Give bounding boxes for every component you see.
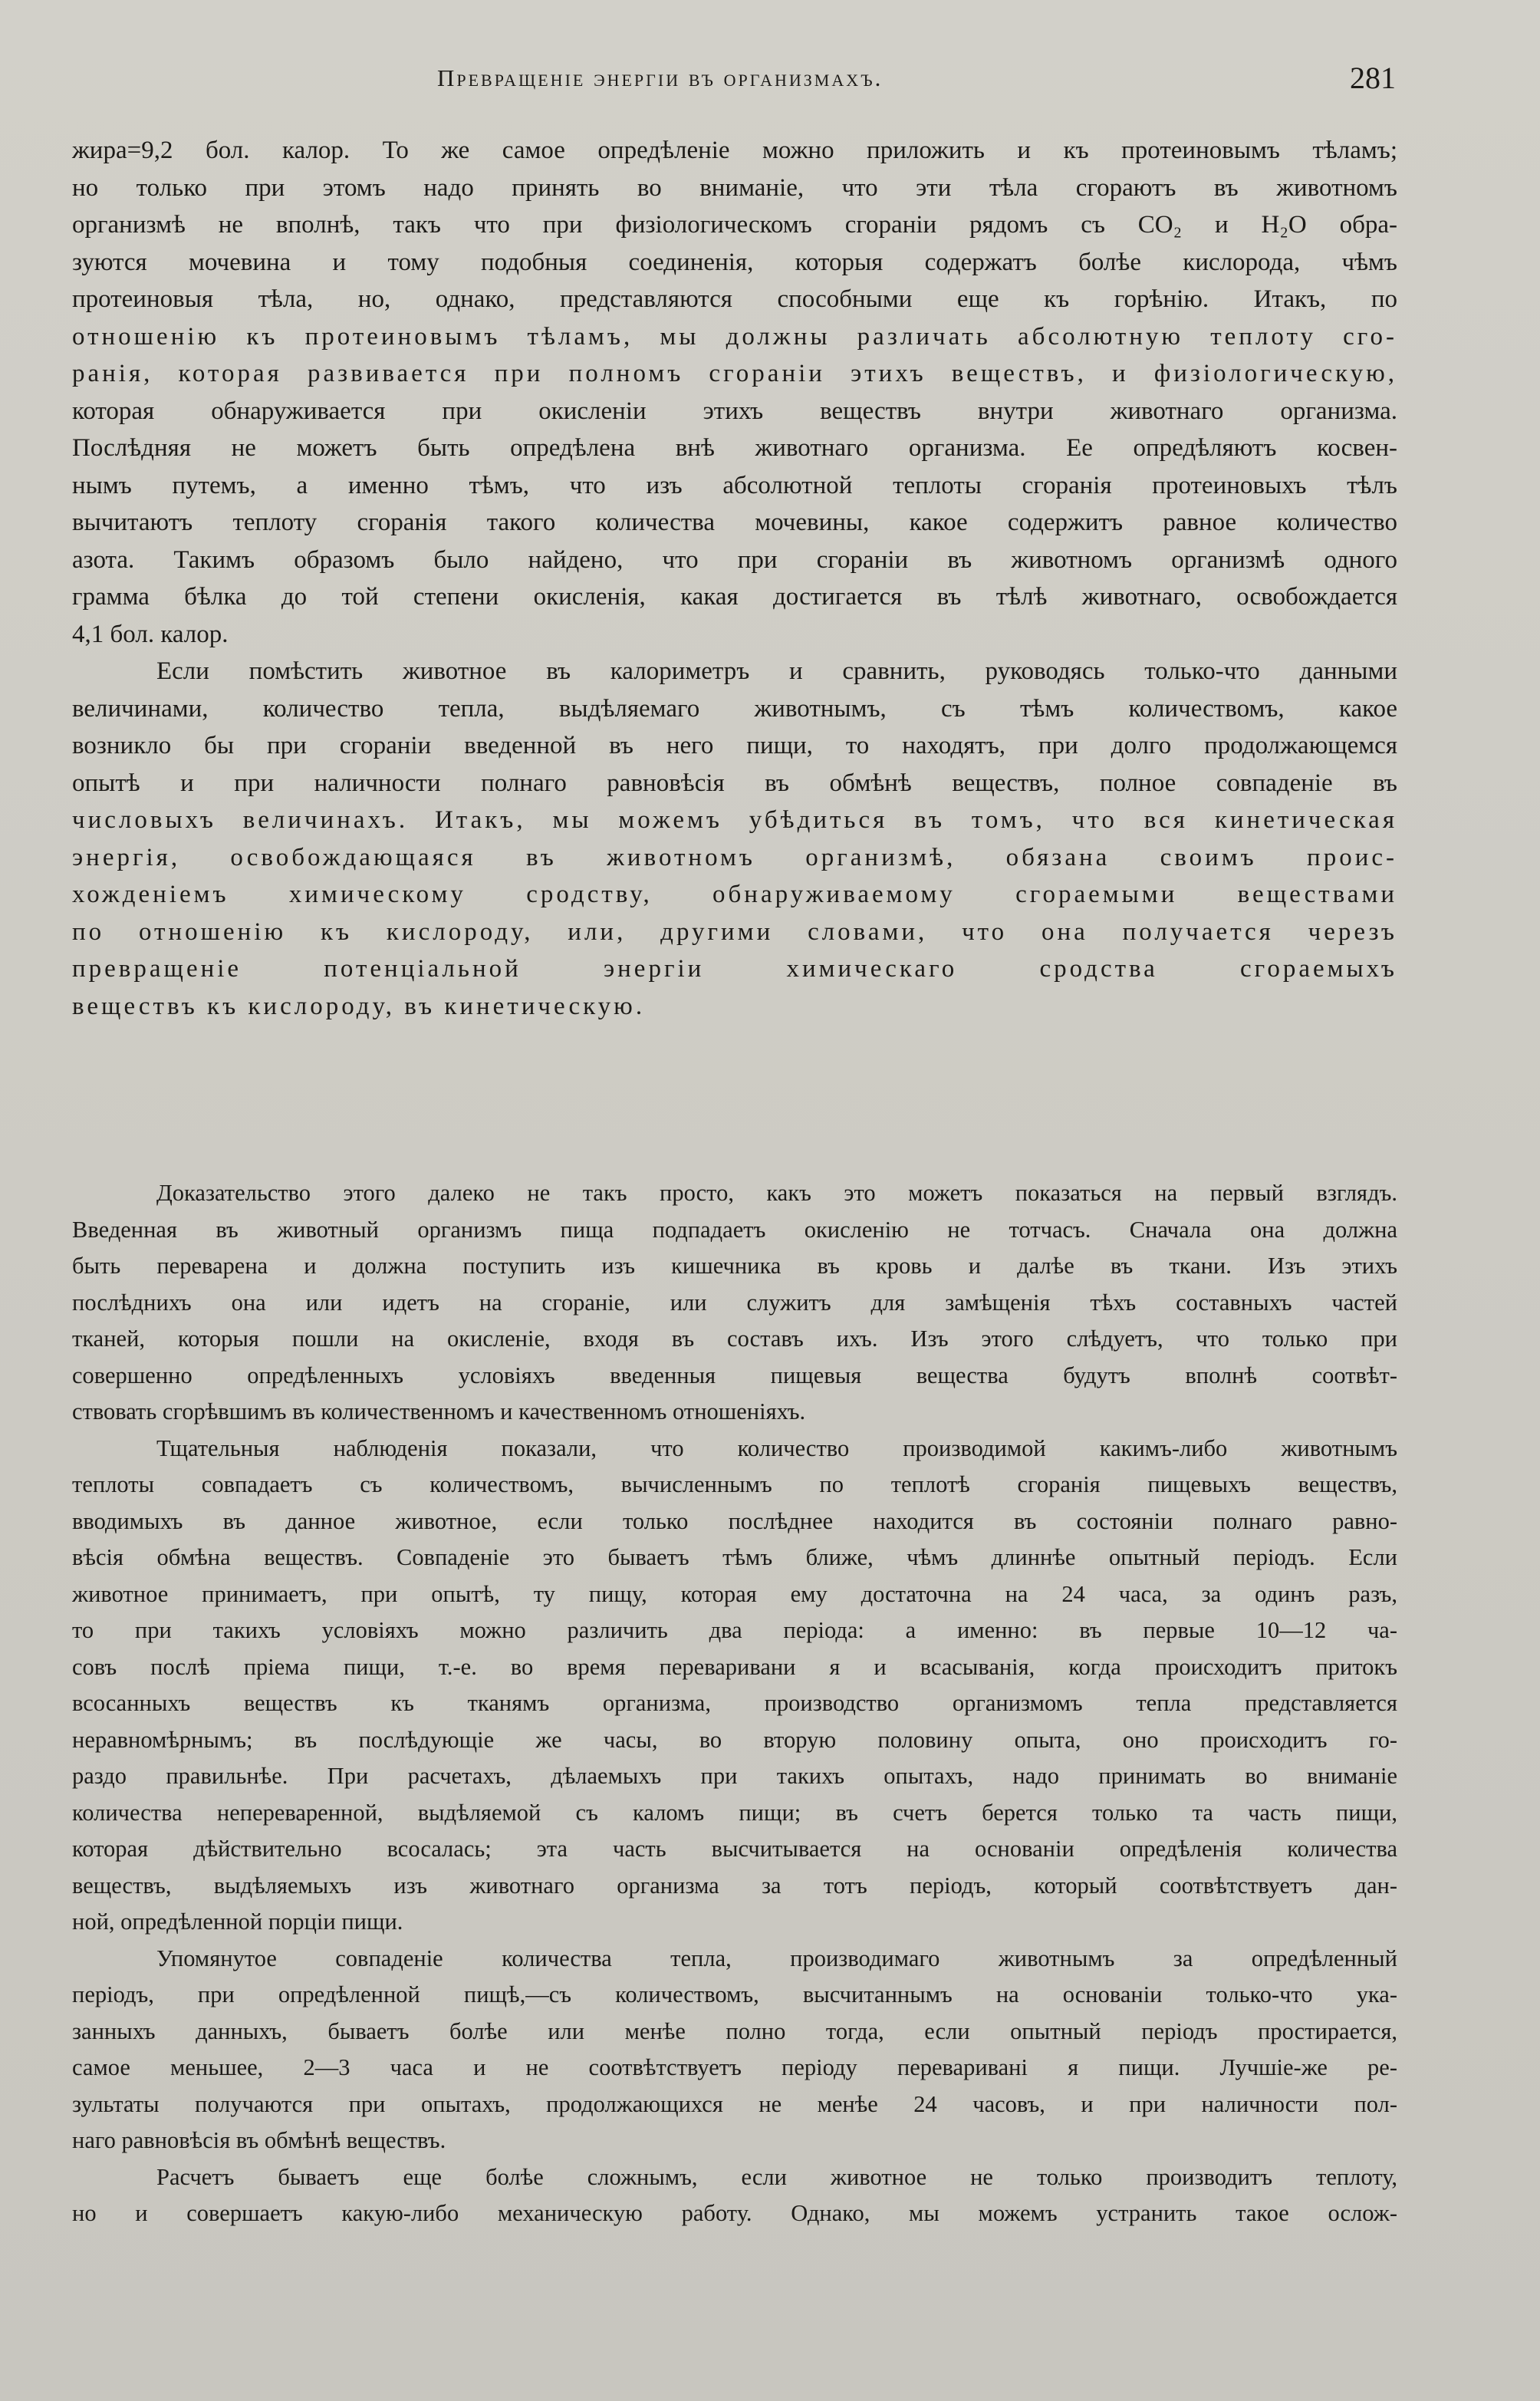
text-line: жира=9,2 бол. калор. То же самое опредѣленіе можно приложить и къ протеиновымъ тѣламъ;: [72, 137, 1397, 164]
running-header: [69, 61, 1396, 103]
text-line: неравномѣрнымъ; въ послѣдующіе же часы, во вторую половину опыта, оно происходитъ го-: [72, 1726, 1397, 1753]
text-line: всосанныхъ веществъ къ тканямъ организма, производство организмомъ тепла представляется: [72, 1690, 1397, 1716]
text-line: Упомянутое совпаденіе количества тепла, производимаго животнымъ за опредѣленный: [156, 1945, 1397, 1971]
body-text-small: [72, 1175, 1397, 2232]
text-line: вводимыхъ въ данное животное, если только послѣднее находится въ состояніи полнаго равно-: [72, 1507, 1397, 1534]
text-line: по отношенію къ кислороду, или, другими словами, что она получается черезъ: [72, 917, 1397, 946]
text-line: то при такихъ условіяхъ можно различить два періода: а именно: въ первые 10—12 ча-: [72, 1617, 1397, 1643]
text-line: 4,1 бол. калор.: [72, 620, 229, 648]
text-line: протеиновыя тѣла, но, однако, представляются способными еще къ горѣнію. Итакъ, по: [72, 285, 1397, 313]
text-line: грамма бѣлка до той степени окисленія, какая достигается въ тѣлѣ животнаго, освобождается: [72, 583, 1397, 611]
text-line: превращеніе потенціальной энергіи химическаго сродства сгораемыхъ: [72, 955, 1397, 983]
text-line: Послѣдняя не можетъ быть опредѣлена внѣ животнаго организма. Ее опредѣляютъ косвен-: [72, 434, 1397, 462]
text-line: быть переварена и должна поступить изъ кишечника въ кровь и далѣе въ ткани. Изъ этихъ: [72, 1253, 1397, 1279]
text-line: опытѣ и при наличности полнаго равновѣсія въ обмѣнѣ веществъ, полное совпаденіе въ: [72, 769, 1397, 797]
text-line: числовыхъ величинахъ. Итакъ, мы можемъ убѣдиться въ томъ, что вся кинетическая: [72, 806, 1397, 834]
text-line: тканей, которыя пошли на окисленіе, входя въ составъ ихъ. Изъ этого слѣдуетъ, что только при: [72, 1326, 1397, 1352]
text-line: которая дѣйствительно всосалась; эта часть высчитывается на основаніи опредѣленія количества: [72, 1836, 1397, 1862]
text-line: теплоты совпадаетъ съ количествомъ, вычисленнымъ по теплотѣ сгоранія пищевыхъ веществъ,: [72, 1471, 1397, 1497]
text-line: энергія, освобождающаяся въ животномъ организмѣ, обязана своимъ проис-: [72, 843, 1397, 871]
text-line: отношенію къ протеиновымъ тѣламъ, мы должны различать абсолютную теплоту сго-: [72, 322, 1397, 351]
text-line: зуются мочевина и тому подобныя соединенія, которыя содержатъ болѣе кислорода, чѣмъ: [72, 248, 1397, 276]
text-line: но только при этомъ надо принять во вниманіе, что эти тѣла сгораютъ въ животномъ: [72, 173, 1397, 202]
text-line: совъ послѣ пріема пищи, т.-е. во время переваривани я и всасыванія, когда происходитъ притокъ: [72, 1653, 1397, 1680]
text-line: раздо правильнѣе. При расчетахъ, дѣлаемыхъ при такихъ опытахъ, надо принимать во вниманіе: [72, 1763, 1397, 1789]
text-line: ранія, которая развивается при полномъ сгораніи этихъ веществъ, и физіологическую,: [72, 360, 1397, 387]
text-line: Если помѣстить животное въ калориметръ и сравнить, руководясь только-что данными: [156, 657, 1397, 685]
text-line: величинами, количество тепла, выдѣляемаго животнымъ, съ тѣмъ количествомъ, какое: [72, 694, 1397, 723]
text-line: ной, опредѣленной порціи пищи.: [72, 1909, 403, 1935]
text-line: совершенно опредѣленныхъ условіяхъ введенныя пищевыя вещества будутъ вполнѣ соотвѣт-: [72, 1362, 1397, 1388]
text-line: но и совершаетъ какую-либо механическую работу. Однако, мы можемъ устранить такое ослож-: [72, 2200, 1397, 2226]
text-line: вѣсія обмѣна веществъ. Совпаденіе это бываетъ тѣмъ ближе, чѣмъ длиннѣе опытный періодъ. Если: [72, 1544, 1397, 1570]
text-line: Доказательство этого далеко не такъ просто, какъ это можетъ показаться на первый взглядъ.: [156, 1180, 1397, 1206]
text-line: Расчетъ бываетъ еще болѣе сложнымъ, если животное не только производитъ теплоту,: [156, 2163, 1397, 2190]
text-line: Тщательныя наблюденія показали, что количество производимой какимъ-либо животнымъ: [156, 1434, 1397, 1461]
text-line: занныхъ данныхъ, бываетъ болѣе или менѣе полно тогда, если опытный періодъ простирается,: [72, 2017, 1397, 2044]
text-line: послѣднихъ она или идетъ на сгораніе, или служитъ для замѣщенія тѣхъ составныхъ частей: [72, 1289, 1397, 1316]
text-line: веществъ, выдѣляемыхъ изъ животнаго организма за тотъ періодъ, который соотвѣтствуетъ дан-: [72, 1872, 1397, 1899]
page-number: 281: [1350, 61, 1396, 95]
text-line: ствовать сгорѣвшимъ въ количественномъ и качественномъ отношеніяхъ.: [72, 1398, 806, 1424]
running-title: Превращеніе энергіи въ организмахъ.: [437, 64, 884, 91]
text-line: веществъ къ кислороду, въ кинетическую.: [72, 992, 646, 1020]
text-line: періодъ, при опредѣленной пищѣ,—съ количествомъ, высчитаннымъ на основаніи только-что ука-: [72, 1981, 1397, 2007]
text-line: которая обнаруживается при окисленіи этихъ веществъ внутри животнаго организма.: [72, 397, 1397, 425]
text-line: наго равновѣсія въ обмѣнѣ веществъ.: [72, 2127, 446, 2153]
text-line: азота. Такимъ образомъ было найдено, что при сгораніи въ животномъ организмѣ одного: [72, 545, 1397, 574]
body-text-large: [72, 132, 1397, 1025]
text-line: Введенная въ животный организмъ пища подпадаетъ окисленію не тотчасъ. Сначала она должна: [72, 1216, 1397, 1243]
text-line: нымъ путемъ, а именно тѣмъ, что изъ абсолютной теплоты сгоранія протеиновыхъ тѣлъ: [72, 471, 1397, 499]
text-line: возникло бы при сгораніи введенной въ него пищи, то находятъ, при долго продолжающемся: [72, 732, 1397, 759]
text-line: вычитаютъ теплоту сгоранія такого количества мочевины, какое содержитъ равное количество: [72, 509, 1397, 536]
text-line: самое меньшее, 2—3 часа и не соотвѣтствуетъ періоду переваривані я пищи. Лучшіе-же ре-: [72, 2054, 1397, 2080]
text-line: животное принимаетъ, при опытѣ, ту пищу, которая ему достаточна на 24 часа, за одинъ разъ,: [72, 1580, 1397, 1607]
text-line: количества непереваренной, выдѣляемой съ каломъ пищи; въ счетъ берется только та часть пищи,: [72, 1799, 1397, 1826]
text-line: зультаты получаются при опытахъ, продолжающихся не менѣе 24 часовъ, и при наличности пол-: [72, 2090, 1397, 2117]
text-line: организмѣ не вполнѣ, такъ что при физіологическомъ сгораніи рядомъ съ CO₂ и H₂O обра-: [72, 211, 1397, 239]
text-line: хожденіемъ химическому сродству, обнаруживаемому сгораемыми веществами: [72, 881, 1397, 908]
